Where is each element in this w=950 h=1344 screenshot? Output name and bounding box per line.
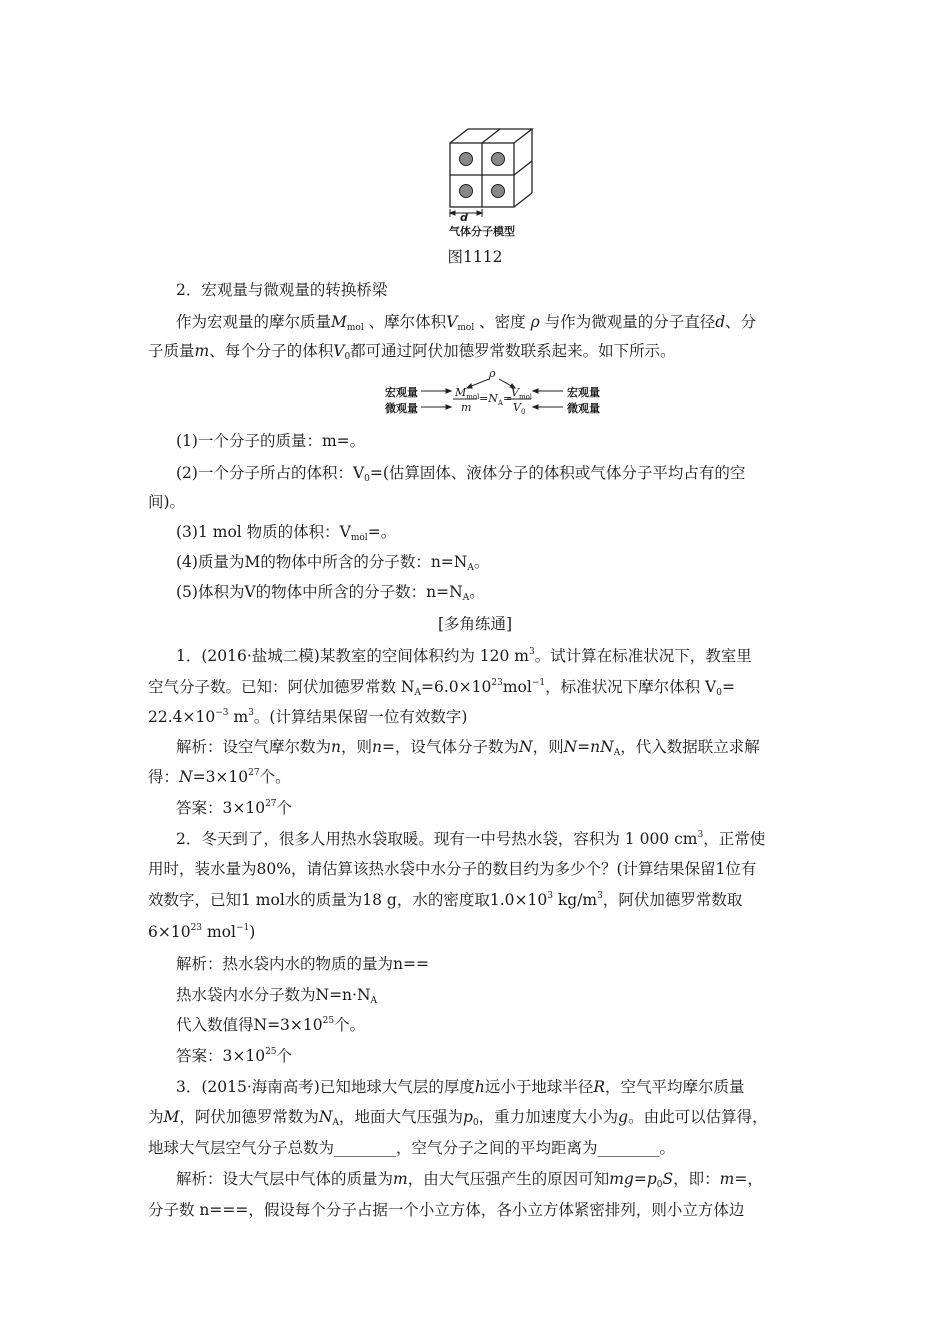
problem-2-line-2: 用时，装水量为80%，请估算该热水袋中水分子的数目约为多少个？(计算结果保留1位有 (148, 860, 757, 878)
na-equation: $=N_A=$ (479, 392, 513, 407)
figure-inner-caption: 气体分子模型 (449, 225, 515, 238)
formula-5: (5)体积为V的物体中所含的分子数：$n=N_A$。 (176, 583, 485, 603)
formula-2-cont: 间)。 (148, 493, 186, 511)
dimension-label-d: d (460, 211, 468, 224)
problem-2-line-4: $6\times 10^{23}$ mol$^{-1}$) (148, 923, 256, 941)
problem-3-line-3: 地球大气层空气分子总数为________，空气分子之间的平均距离为________。 (148, 1139, 676, 1157)
vmol-symbol: $V_{mol}$ (511, 386, 533, 401)
left-top-label: 宏观量 (385, 386, 418, 399)
practice-title: [多角练通] (437, 615, 513, 633)
problem-2-answer: 答案：$3\times 10^{25}$个 (176, 1047, 293, 1065)
paragraph-line: 子质量m、每个分子的体积$V_0$都可通过阿伏加德罗常数联系起来。如下所示。 (148, 342, 676, 362)
problem-2-line-1: 2．冬天到了，很多人用热水袋取暖。现有一中号热水袋，容积为 1 000 $cm^3$，正常使 (176, 830, 766, 848)
rho-symbol: ρ (489, 367, 496, 380)
figure-number: 图1112 (447, 248, 503, 266)
formula-2: (2)一个分子所占的体积：$V_0=$(估算固体、液体分子的体积或气体分子平均占有的空 (176, 464, 746, 484)
problem-2-solution-2: 热水袋内水分子数为$N=n\cdot N_A$ (176, 986, 378, 1006)
problem-3-solution-2: 分子数 n===，假设每个分子占据一个小立方体，各小立方体紧密排列，则小立方体边 (148, 1201, 745, 1219)
problem-1-line-1: 1．(2016·盐城二模)某教室的空间体积约为 120 $m^3$。试计算在标准状况下，教室里 (176, 647, 752, 665)
problem-1-solution-1: 解析：设空气摩尔数为n，则n=，设气体分子数为N，则$N=nN_A$，代入数据联立求解 (176, 738, 760, 758)
section-heading: 2．宏观量与微观量的转换桥梁 (176, 281, 388, 299)
problem-1-solution-2: 得：$N=3\times 10^{27}$个。 (148, 768, 291, 786)
right-bottom-label: 微观量 (567, 402, 600, 415)
problem-1-line-2: 空气分子数。已知：阿伏加德罗常数 $N_A=6.0\times 10^{23}mol^{-1}$，标准状况下摩尔体积 $V_0=$ (148, 678, 735, 698)
problem-2-solution-3: 代入数值得$N=3\times 10^{25}$个。 (176, 1016, 366, 1034)
problem-2-line-3: 效数字，已知1 mol水的质量为18 g，水的密度取$1.0\times 10^3$ $kg/m^3$，阿伏加德罗常数取 (148, 891, 743, 909)
problem-3-line-1: 3．(2015·海南高考)已知地球大气层的厚度h远小于地球半径R，空气平均摩尔质量 (176, 1078, 745, 1096)
conversion-bridge-diagram (385, 369, 605, 417)
problem-3-line-2: 为M，阿伏加德罗常数为$N_A$，地面大气压强为$p_0$，重力加速度大小为g。由此可以估算得， (148, 1108, 768, 1128)
m-symbol: m (461, 401, 472, 414)
formula-3: (3)1 mol 物质的体积：$V_{mol}=$。 (176, 523, 397, 543)
gas-molecule-model-figure (440, 125, 550, 240)
mmol-symbol: $M_{mol}$ (455, 386, 480, 401)
right-top-label: 宏观量 (567, 386, 600, 399)
v0-symbol: $V_0$ (513, 401, 526, 416)
problem-3-solution-1: 解析：设大气层中气体的质量为m，由大气压强产生的原因可知$mg=p_0S$，即：m=， (176, 1170, 763, 1190)
problem-1-line-3: $22.4\times 10^{-3}$ $m^3$。(计算结果保留一位有效数字) (148, 708, 468, 726)
problem-2-solution-1: 解析：热水袋内水的物质的量为n== (176, 955, 429, 973)
problem-1-answer: 答案：$3\times 10^{27}$个 (176, 799, 293, 817)
paragraph-line: 作为宏观量的摩尔质量$M_{mol}$ 、摩尔体积$V_{mol}$ 、密度 ρ 与作为微观量的分子直径d、分 (176, 313, 757, 333)
formula-1: (1)一个分子的质量：m=。 (176, 432, 366, 450)
formula-4: (4)质量为M的物体中所含的分子数：$n=N_A$。 (176, 553, 490, 573)
left-bottom-label: 微观量 (385, 402, 418, 415)
